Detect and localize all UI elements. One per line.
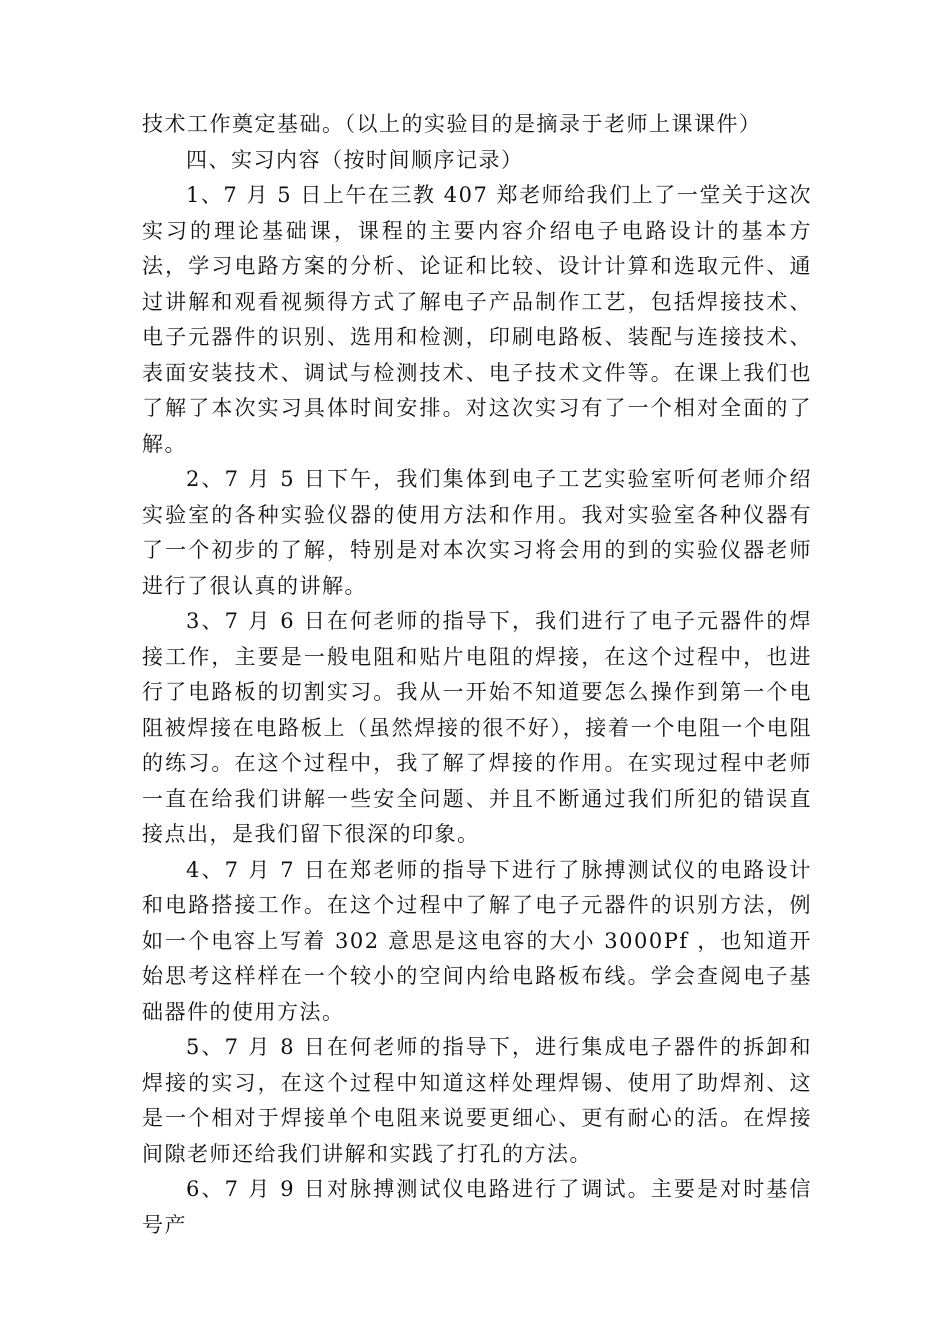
paragraph-item-5: 5、7 月 8 日在何老师的指导下，进行集成电子器件的拆卸和焊接的实习，在这个过程中知道这样处理焊锡、使用了助焊剂、这是一个相对于焊接单个电阻来说要更细心、更有耐心的活。在焊接间隙老师还给我们讲解和实践了打孔的方法。 bbox=[142, 1035, 812, 1166]
document-body bbox=[142, 107, 812, 1243]
paragraph-item-6: 6、7 月 9 日对脉搏测试仪电路进行了调试。主要是对时基信号产 bbox=[142, 1177, 812, 1237]
paragraph-item-2: 2、7 月 5 日下午，我们集体到电子工艺实验室听何老师介绍实验室的各种实验仪器的使用方法和作用。我对实验室各种仪器有了一个初步的了解，特别是对本次实习将会用的到的实验仪器老师进行了很认真的讲解。 bbox=[142, 467, 812, 598]
paragraph-item-1: 1、7 月 5 日上午在三教 407 郑老师给我们上了一堂关于这次实习的理论基础课，课程的主要内容介绍电子电路设计的基本方法，学习电路方案的分析、论证和比较、设计计算和选取元件、通过讲解和观看视频得方式了解电子产品制作工艺，包括焊接技术、电子元器件的识别、选用和检测，印刷电路板、装配与连接技术、表面安装技术、调试与检测技术、电子技术文件等。在课上我们也了解了本次实习具体时间安排。对这次实习有了一个相对全面的了解。 bbox=[142, 183, 812, 456]
paragraph-item-4: 4、7 月 7 日在郑老师的指导下进行了脉搏测试仪的电路设计和电路搭接工作。在这个过程中了解了电子元器件的识别方法，例如一个电容上写着 302 意思是这电容的大小 3000Pf ，也知道开始思考这样样在一个较小的空间内给电路板布线。学会查阅电子基础器件的使用方法。 bbox=[142, 857, 812, 1024]
paragraph-continuation: 技术工作奠定基础。（以上的实验目的是摘录于老师上课课件） bbox=[142, 112, 762, 136]
paragraph-item-3: 3、7 月 6 日在何老师的指导下，我们进行了电子元器件的焊接工作，主要是一般电阻和贴片电阻的焊接，在这个过程中，也进行了电路板的切割实习。我从一开始不知道要怎么操作到第一个电阻被焊接在电路板上（虽然焊接的很不好），接着一个电阻一个电阻的练习。在这个过程中，我了解了焊接的作用。在实现过程中老师一直在给我们讲解一些安全问题、并且不断通过我们所犯的错误直接点出，是我们留下很深的印象。 bbox=[142, 609, 812, 846]
section-heading-internship-content: 四、实习内容（按时间顺序记录） bbox=[186, 147, 524, 172]
